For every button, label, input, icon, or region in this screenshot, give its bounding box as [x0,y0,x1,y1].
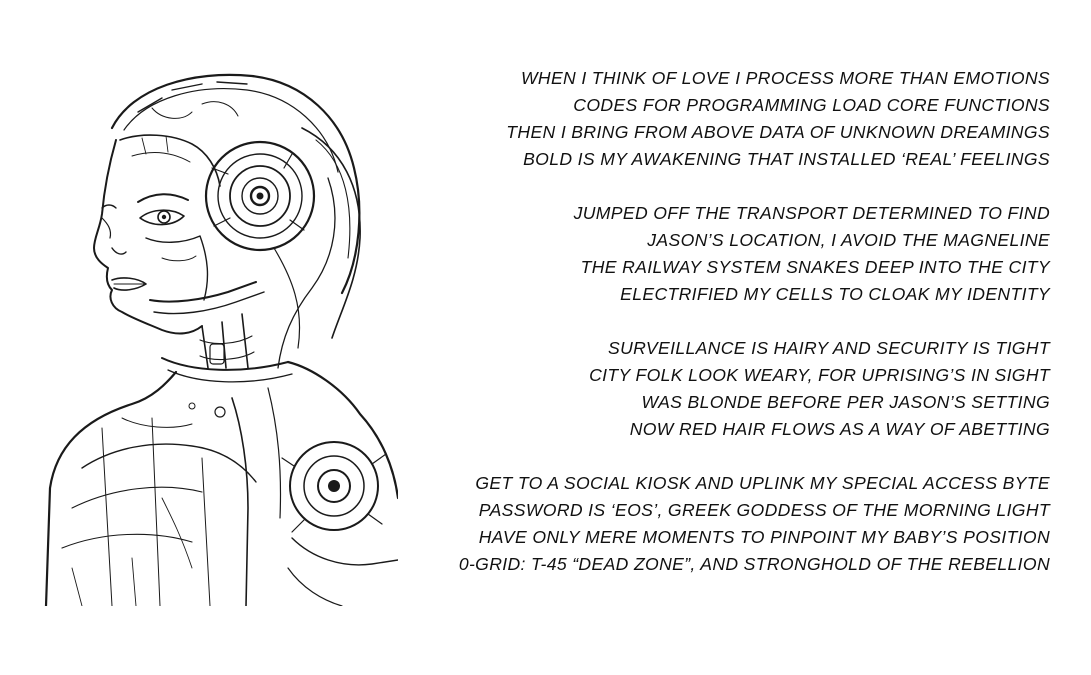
poem-line: BOLD IS MY AWAKENING THAT INSTALLED ‘REAL’ FEELINGS [523,149,1050,169]
poem-line: JUMPED OFF THE TRANSPORT DETERMINED TO FIND [573,203,1050,223]
poem-line: ELECTRIFIED MY CELLS TO CLOAK MY IDENTITY [620,284,1050,304]
stanza-3 [410,335,1050,443]
poem-line: CODES FOR PROGRAMMING LOAD CORE FUNCTIONS [573,95,1050,115]
poem-line: JASON’S LOCATION, I AVOID THE MAGNELINE [647,230,1050,250]
poem-line: PASSWORD IS ‘EOS’, GREEK GODDESS OF THE MORNING LIGHT [478,500,1050,520]
poem-line: SURVEILLANCE IS HAIRY AND SECURITY IS TIGHT [608,338,1050,358]
poem-line: THEN I BRING FROM ABOVE DATA OF UNKNOWN DREAMINGS [506,122,1050,142]
poem-text [410,65,1050,605]
shoulder-joint [282,442,386,532]
poem-line: GET TO A SOCIAL KIOSK AND UPLINK MY SPECIAL ACCESS BYTE [475,473,1050,493]
stanza-2 [410,200,1050,308]
neck-mechanism [200,314,254,368]
poem-line: 0-GRID: T-45 “DEAD ZONE”, AND STRONGHOLD OF THE REBELLION [458,554,1050,574]
torso-outline [46,372,176,606]
robot-woman-illustration [42,68,398,606]
poem-line: HAVE ONLY MERE MOMENTS TO PINPOINT MY BABY’S POSITION [478,527,1050,547]
poem-line: WAS BLONDE BEFORE PER JASON’S SETTING [641,392,1050,412]
poem-line: THE RAILWAY SYSTEM SNAKES DEEP INTO THE CITY [580,257,1050,277]
ear-device [206,142,314,250]
stanza-4 [410,470,1050,578]
poem-line: NOW RED HAIR FLOWS AS A WAY OF ABETTING [629,419,1050,439]
poem-line: WHEN I THINK OF LOVE I PROCESS MORE THAN EMOTIONS [520,68,1050,88]
stanza-1 [410,65,1050,173]
poem-line: CITY FOLK LOOK WEARY, FOR UPRISING’S IN SIGHT [589,365,1050,385]
